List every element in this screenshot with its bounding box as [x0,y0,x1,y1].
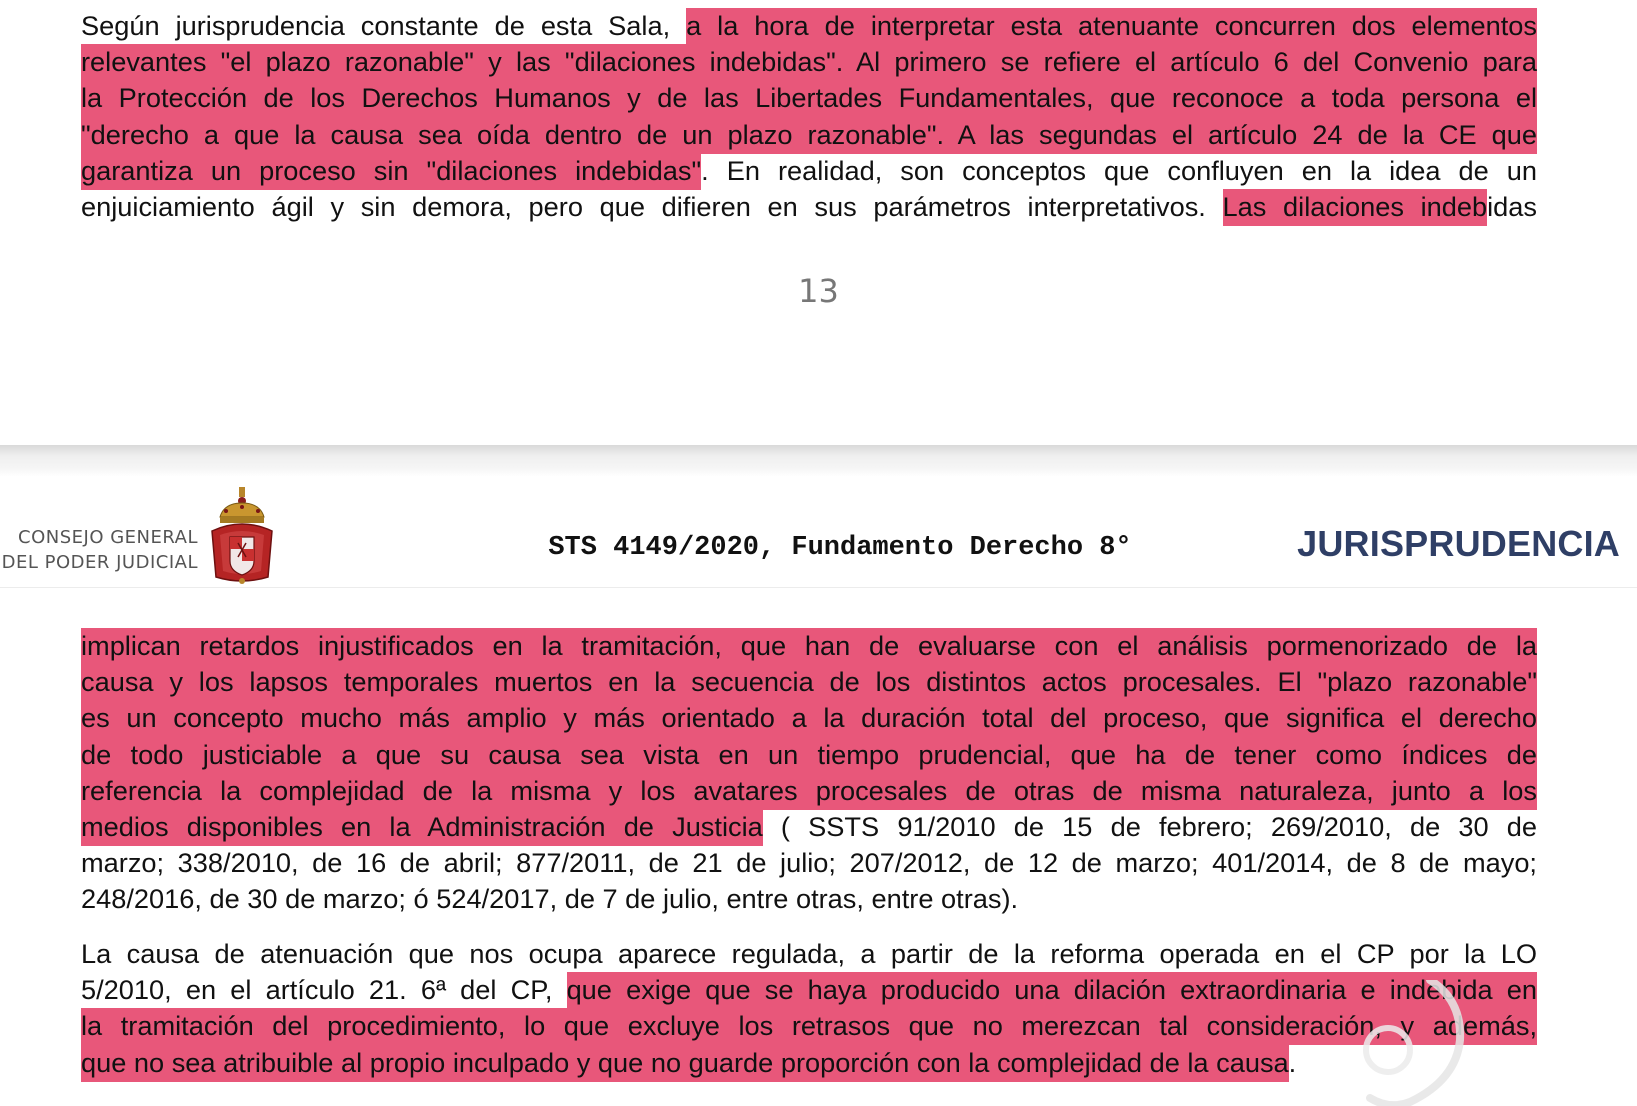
paragraph-lower-2 [81,936,1537,1081]
page-number: 13 [798,272,839,310]
highlighted-text: de todo justiciable a que su causa sea vista en un tiempo prudencial, que ha de tener como índices de [81,737,1537,774]
text-line [81,8,1537,44]
document-header [0,477,1637,588]
highlighted-text: "derecho a que la causa sea oída dentro de un plazo razonable". A las segundas el artículo 24 de la CE que [81,117,1537,154]
document-reference: STS 4149/2020, Fundamento Derecho 8° [548,533,1132,563]
highlighted-text: referencia la complejidad de la misma y los avatares procesales de otras de misma naturaleza, junto a los [81,773,1537,810]
text-line [81,700,1537,736]
text-line [81,1045,1537,1081]
text-line [81,936,1537,972]
text-segment: enjuiciamiento ágil y sin demora, pero que difieren en sus parámetros interpretativos. [81,190,1223,222]
highlighted-text: garantiza un proceso sin "dilaciones indebidas" [81,153,701,190]
text-segment: 248/2016, de 30 de marzo; ó 524/2017, de 7 de julio, entre otras, entre otras). [81,883,1019,915]
text-segment: ( SSTS 91/2010 de 15 de febrero; 269/2010, de 30 de [762,810,1537,842]
text-line [81,809,1537,845]
paragraph-upper [81,8,1537,225]
text-line [81,628,1537,664]
text-line [81,664,1537,700]
text-segment: 5/2010, en el artículo 21. 6ª del CP, [81,974,567,1006]
text-line [81,1008,1537,1044]
organization-line-2: DEL PODER JUDICIAL [1,552,198,573]
highlighted-text: es un concepto mucho más amplio y más orientado a la duración total del proceso, que significa el derecho [81,700,1537,737]
highlighted-text: que no sea atribuible al propio inculpado y que no guarde proporción con la complejidad de la causa [81,1045,1289,1082]
text-segment: La causa de atenuación que nos ocupa aparece regulada, a partir de la reforma operada en el CP por la LO [81,938,1537,969]
text-line [81,773,1537,809]
highlighted-text: que exige que se haya producido una dilación extraordinaria e indebida en [567,972,1537,1009]
text-segment: Según jurisprudencia constante de esta Sala, [81,10,687,41]
highlighted-text: relevantes "el plazo razonable" y las "dilaciones indebidas". Al primero se refiere el artículo 6 del Convenio para [81,44,1537,81]
organization-line-1: CONSEJO GENERAL [18,527,198,548]
highlighted-text: la Protección de los Derechos Humanos y de las Libertades Fundamentales, que reconoce a toda persona el [81,80,1537,117]
text-segment: marzo; 338/2010, de 16 de abril; 877/2011, de 21 de julio; 207/2012, de 12 de marzo; 401/2014, de 8 de mayo; [81,847,1537,879]
text-line [81,117,1537,153]
text-line [81,737,1537,773]
document-page-upper [0,0,1637,445]
text-line [81,189,1537,225]
highlighted-text: Las dilaciones indeb [1223,189,1488,226]
text-line [81,153,1537,189]
highlighted-text: a la hora de interpretar esta atenuante concurren dos elementos [686,8,1537,45]
text-line [81,44,1537,80]
jurisprudencia-brand: JURISPRUDENCIA [1297,523,1620,564]
text-line [81,972,1537,1008]
highlighted-text: la tramitación del procedimiento, lo que excluye los retrasos que no merezcan tal consideración, y además, [81,1008,1537,1045]
organization-name [0,525,198,575]
page-separator [0,445,1637,477]
highlighted-text: medios disponibles en la Administración de Justicia [81,809,763,846]
paragraph-lower-1 [81,628,1537,918]
coat-of-arms-icon [206,487,278,591]
text-segment: . [1288,1046,1297,1078]
highlighted-text: causa y los lapsos temporales muertos en la secuencia de los distintos actos procesales. El "plazo razonable" [81,664,1537,701]
text-line [81,845,1537,881]
text-line [81,881,1537,917]
text-segment: . En realidad, son conceptos que confluyen en la idea de un [701,154,1537,186]
text-segment: idas [1487,190,1538,222]
highlighted-text: implican retardos injustificados en la tramitación, que han de evaluarse con el análisis pormenorizado de la [81,628,1537,665]
watermark-logo-icon [1330,980,1470,1106]
text-line [81,80,1537,116]
